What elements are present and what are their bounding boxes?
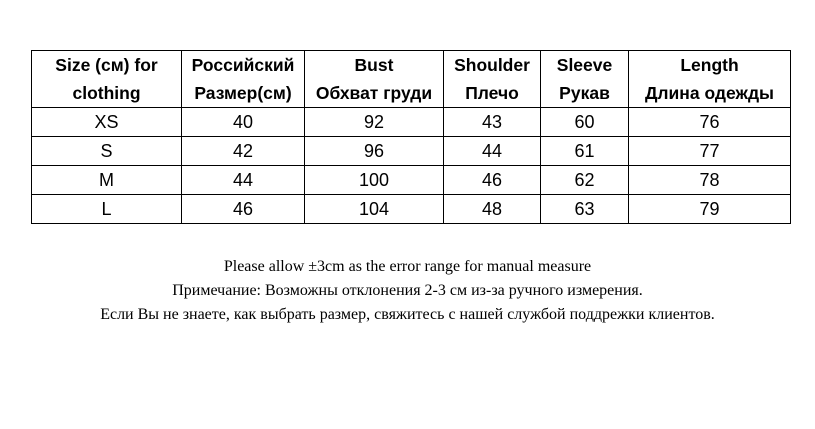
cell-bust: 92 bbox=[305, 108, 444, 137]
header-bust-line2: Обхват груди bbox=[315, 83, 433, 103]
header-length-line2: Длина одежды bbox=[644, 83, 775, 103]
cell-bust: 96 bbox=[305, 137, 444, 166]
size-chart-table bbox=[31, 50, 791, 224]
cell-size: S bbox=[32, 137, 182, 166]
header-size bbox=[32, 51, 182, 108]
header-length bbox=[629, 51, 791, 108]
cell-sleeve: 62 bbox=[541, 166, 629, 195]
header-shoulder-line2: Плечо bbox=[465, 83, 519, 103]
header-sleeve-line1: Sleeve bbox=[556, 55, 613, 75]
note-support-contact: Если Вы не знаете, как выбрать размер, свяжитесь с нашей службой поддрежки клиентов. bbox=[100, 306, 715, 323]
cell-sleeve: 61 bbox=[541, 137, 629, 166]
cell-russian-size: 44 bbox=[182, 166, 305, 195]
cell-shoulder: 48 bbox=[444, 195, 541, 224]
measurement-notes bbox=[0, 255, 815, 327]
header-shoulder bbox=[444, 51, 541, 108]
cell-shoulder: 43 bbox=[444, 108, 541, 137]
header-length-line1: Length bbox=[680, 55, 739, 75]
table-row bbox=[32, 108, 791, 137]
cell-sleeve: 63 bbox=[541, 195, 629, 224]
cell-length: 77 bbox=[629, 137, 791, 166]
cell-russian-size: 42 bbox=[182, 137, 305, 166]
cell-shoulder: 44 bbox=[444, 137, 541, 166]
note-error-range-ru: Примечание: Возможны отклонения 2-3 см из-за ручного измерения. bbox=[172, 282, 643, 299]
table-row bbox=[32, 166, 791, 195]
header-sleeve bbox=[541, 51, 629, 108]
header-russian-size bbox=[182, 51, 305, 108]
cell-size: L bbox=[32, 195, 182, 224]
header-russian-size-line1: Российский bbox=[191, 55, 295, 75]
header-sleeve-line2: Рукав bbox=[559, 83, 610, 103]
header-size-line1: Size (см) for bbox=[55, 55, 158, 75]
cell-russian-size: 46 bbox=[182, 195, 305, 224]
cell-russian-size: 40 bbox=[182, 108, 305, 137]
table-row bbox=[32, 195, 791, 224]
cell-sleeve: 60 bbox=[541, 108, 629, 137]
note-error-range-en: Please allow ±3cm as the error range for manual measure bbox=[223, 258, 592, 275]
table-header-row bbox=[32, 51, 791, 108]
cell-length: 76 bbox=[629, 108, 791, 137]
header-bust-line1: Bust bbox=[354, 55, 394, 75]
cell-bust: 100 bbox=[305, 166, 444, 195]
header-size-line2: clothing bbox=[72, 83, 141, 103]
cell-shoulder: 46 bbox=[444, 166, 541, 195]
header-shoulder-line1: Shoulder bbox=[454, 55, 530, 75]
cell-bust: 104 bbox=[305, 195, 444, 224]
cell-size: M bbox=[32, 166, 182, 195]
table-row bbox=[32, 137, 791, 166]
cell-size: XS bbox=[32, 108, 182, 137]
cell-length: 79 bbox=[629, 195, 791, 224]
header-russian-size-line2: Размер(см) bbox=[194, 83, 292, 103]
cell-length: 78 bbox=[629, 166, 791, 195]
header-bust bbox=[305, 51, 444, 108]
